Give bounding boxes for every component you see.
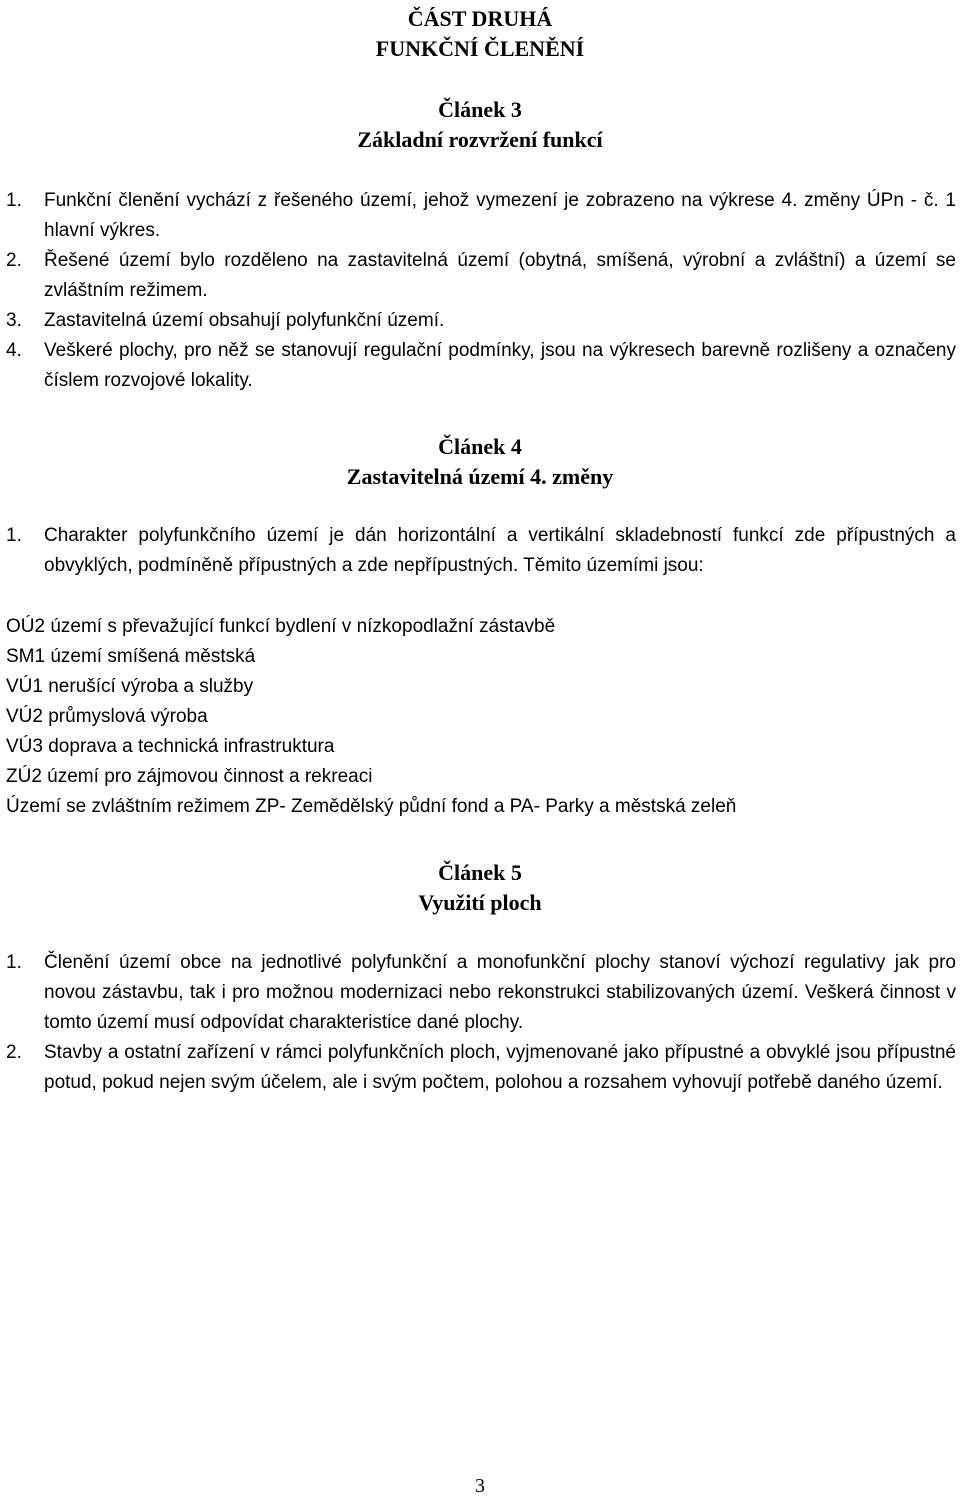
- list-item-text: Členění území obce na jednotlivé polyfunkční a monofunkční plochy stanoví výchozí regulativy jak pro novou zástavbu, tak i pro možnou modernizaci nebo rekonstrukci stabilizovaných území. Veškerá činnost v tomto území musí odpovídat charakteristice dané plochy.: [44, 952, 956, 1033]
- article-3-list: [0, 186, 956, 396]
- list-item-text: Stavby a ostatní zařízení v rámci polyfunkčních ploch, vyjmenované jako přípustné a obvyklé jsou přípustné potud, pokud nejen svým účelem, ale i svým počtem, polohou a rozsahem vyhovují potřebě daného území.: [44, 1042, 956, 1093]
- zone-item: VÚ1 nerušící výroba a služby: [6, 676, 254, 697]
- article-4-title: Zastavitelná území 4. změny: [346, 464, 614, 489]
- article-4-number: Článek 4: [438, 434, 522, 459]
- zone-item: OÚ2 území s převažující funkcí bydlení v nízkopodlažní zástavbě: [6, 616, 556, 637]
- article-5-heading: [0, 858, 960, 918]
- list-item: [0, 521, 956, 581]
- list-item-text: Řešené území bylo rozděleno na zastavitelná území (obytná, smíšená, výrobní a zvláštní) a území se zvláštním režimem.: [44, 250, 956, 301]
- article-3-heading: [0, 95, 960, 155]
- list-item-number: 1.: [6, 952, 22, 973]
- list-item-number: 2.: [6, 250, 22, 271]
- article-3-title: Základní rozvržení funkcí: [357, 127, 603, 152]
- zone-item: SM1 území smíšená městská: [6, 646, 256, 667]
- list-item-number: 1.: [6, 525, 22, 546]
- list-item-number: 2.: [6, 1042, 22, 1063]
- article-3-number: Článek 3: [438, 97, 522, 122]
- list-item-text: Zastavitelná území obsahují polyfunkční území.: [44, 310, 445, 331]
- zone-item: VÚ3 doprava a technická infrastruktura: [6, 736, 335, 757]
- list-item-number: 4.: [6, 340, 22, 361]
- article-5-number: Článek 5: [438, 860, 522, 885]
- article-4-heading: [0, 432, 960, 492]
- list-item: [0, 186, 956, 246]
- list-item: [0, 246, 956, 306]
- list-item-number: 1.: [6, 190, 22, 211]
- zone-list: [6, 612, 956, 822]
- list-item: [0, 1038, 956, 1098]
- list-item-text: Funkční členění vychází z řešeného území, jehož vymezení je zobrazeno na výkrese 4. změny ÚPn - č. 1 hlavní výkres.: [44, 190, 956, 241]
- list-item: [0, 336, 956, 396]
- list-item-number: 3.: [6, 310, 22, 331]
- list-item-text: Charakter polyfunkčního území je dán horizontální a vertikální skladebností funkcí zde přípustných a obvyklých, podmíněně přípustných a zde nepřípustných. Těmito územími jsou:: [44, 525, 956, 576]
- list-item-text: Veškeré plochy, pro něž se stanovují regulační podmínky, jsou na výkresech barevně rozlišeny a označeny číslem rozvojové lokality.: [44, 340, 956, 391]
- article-5-title: Využití ploch: [418, 890, 542, 915]
- article-4-list: [0, 521, 956, 581]
- page-number: 3: [475, 1475, 485, 1497]
- zone-item: VÚ2 průmyslová výroba: [6, 706, 208, 727]
- part-heading: [0, 4, 960, 64]
- part-heading-line1: ČÁST DRUHÁ: [407, 6, 553, 31]
- part-heading-line2: FUNKČNÍ ČLENĚNÍ: [375, 36, 585, 61]
- article-5-list: [0, 948, 956, 1098]
- zone-item: Území se zvláštním režimem ZP- Zemědělský půdní fond a PA- Parky a městská zeleň: [6, 796, 737, 817]
- zone-item: ZÚ2 území pro zájmovou činnost a rekreaci: [6, 766, 373, 787]
- list-item: [0, 306, 956, 336]
- list-item: [0, 948, 956, 1038]
